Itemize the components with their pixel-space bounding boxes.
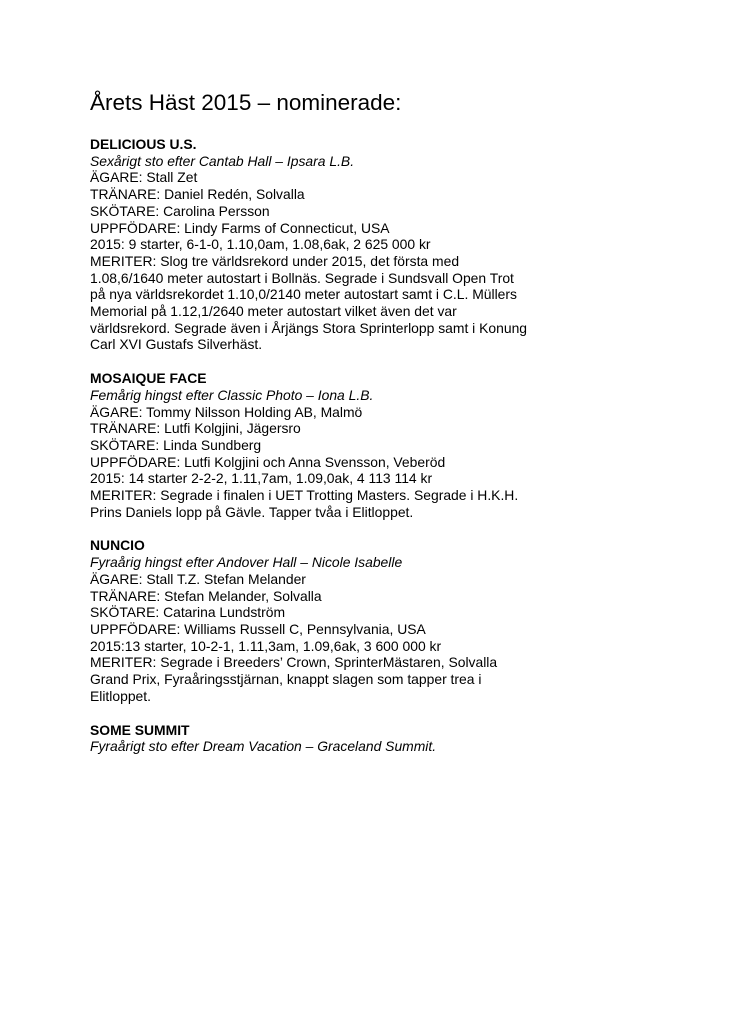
groom-line: SKÖTARE: Linda Sundberg — [90, 436, 262, 453]
nominee-nuncio — [90, 537, 690, 704]
trainer-line: TRÄNARE: Stefan Melander, Solvalla — [90, 587, 322, 604]
horse-name: SOME SUMMIT — [90, 721, 190, 738]
merits-text — [90, 253, 680, 353]
merits-text — [90, 654, 680, 704]
horse-description: Sexårigt sto efter Cantab Hall – Ipsara L.B. — [90, 152, 355, 169]
merits-line: 1.08,6/1640 meter autostart i Bollnäs. Segrade i Sundsvall Open Trot — [90, 269, 514, 286]
stats-line: 2015: 14 starter 2-2-2, 1.11,7am, 1.09,0ak, 4 113 114 kr — [90, 470, 433, 487]
breeder-line: UPPFÖDARE: Lindy Farms of Connecticut, USA — [90, 219, 390, 236]
document-page — [90, 90, 690, 772]
nominee-mosaique-face — [90, 370, 690, 520]
merits-line: på nya världsrekordet 1.10,0/2140 meter autostart samt i C.L. Müllers — [90, 286, 517, 303]
merits-line: Memorial på 1.12,1/2640 meter autostart vilket även det var — [90, 303, 457, 320]
merits-line: Elitloppet. — [90, 687, 152, 704]
breeder-line: UPPFÖDARE: Lutfi Kolgjini och Anna Svensson, Veberöd — [90, 453, 446, 470]
stats-line: 2015:13 starter, 10-2-1, 1.11,3am, 1.09,6ak, 3 600 000 kr — [90, 637, 442, 654]
horse-description: Fyraårig hingst efter Andover Hall – Nicole Isabelle — [90, 554, 403, 571]
merits-line: Carl XVI Gustafs Silverhäst. — [90, 336, 263, 353]
merits-line: MERITER: Segrade i Breeders’ Crown, SprinterMästaren, Solvalla — [90, 654, 498, 671]
owner-line: ÄGARE: Tommy Nilsson Holding AB, Malmö — [90, 403, 363, 420]
merits-text — [90, 487, 680, 520]
owner-line: ÄGARE: Stall T.Z. Stefan Melander — [90, 570, 306, 587]
merits-line: Prins Daniels lopp på Gävle. Tapper tvåa i Elitloppet. — [90, 503, 414, 520]
page-title: Årets Häst 2015 – nominerade: — [90, 90, 402, 115]
groom-line: SKÖTARE: Catarina Lundström — [90, 604, 286, 621]
nominee-some-summit — [90, 722, 690, 755]
merits-line: MERITER: Segrade i finalen i UET Trotting Masters. Segrade i H.K.H. — [90, 487, 519, 504]
merits-line: Grand Prix, Fyraåringsstjärnan, knappt slagen som tapper trea i — [90, 671, 482, 688]
trainer-line: TRÄNARE: Daniel Redén, Solvalla — [90, 186, 305, 203]
horse-name: NUNCIO — [90, 537, 145, 554]
merits-line: MERITER: Slog tre världsrekord under 2015, det första med — [90, 252, 460, 269]
horse-name: DELICIOUS U.S. — [90, 136, 197, 152]
horse-description: Fyraårigt sto efter Dream Vacation – Graceland Summit. — [90, 738, 437, 755]
groom-line: SKÖTARE: Carolina Persson — [90, 202, 270, 219]
owner-line: ÄGARE: Stall Zet — [90, 169, 198, 186]
stats-line: 2015: 9 starter, 6-1-0, 1.10,0am, 1.08,6ak, 2 625 000 kr — [90, 236, 431, 253]
horse-name: MOSAIQUE FACE — [90, 370, 207, 387]
trainer-line: TRÄNARE: Lutfi Kolgjini, Jägersro — [90, 420, 301, 437]
merits-line: världsrekord. Segrade även i Årjängs Stora Sprinterlopp samt i Konung — [90, 319, 528, 336]
breeder-line: UPPFÖDARE: Williams Russell C, Pennsylvania, USA — [90, 620, 426, 637]
nominee-delicious-us — [90, 136, 690, 353]
horse-description: Femårig hingst efter Classic Photo – Iona L.B. — [90, 386, 374, 403]
